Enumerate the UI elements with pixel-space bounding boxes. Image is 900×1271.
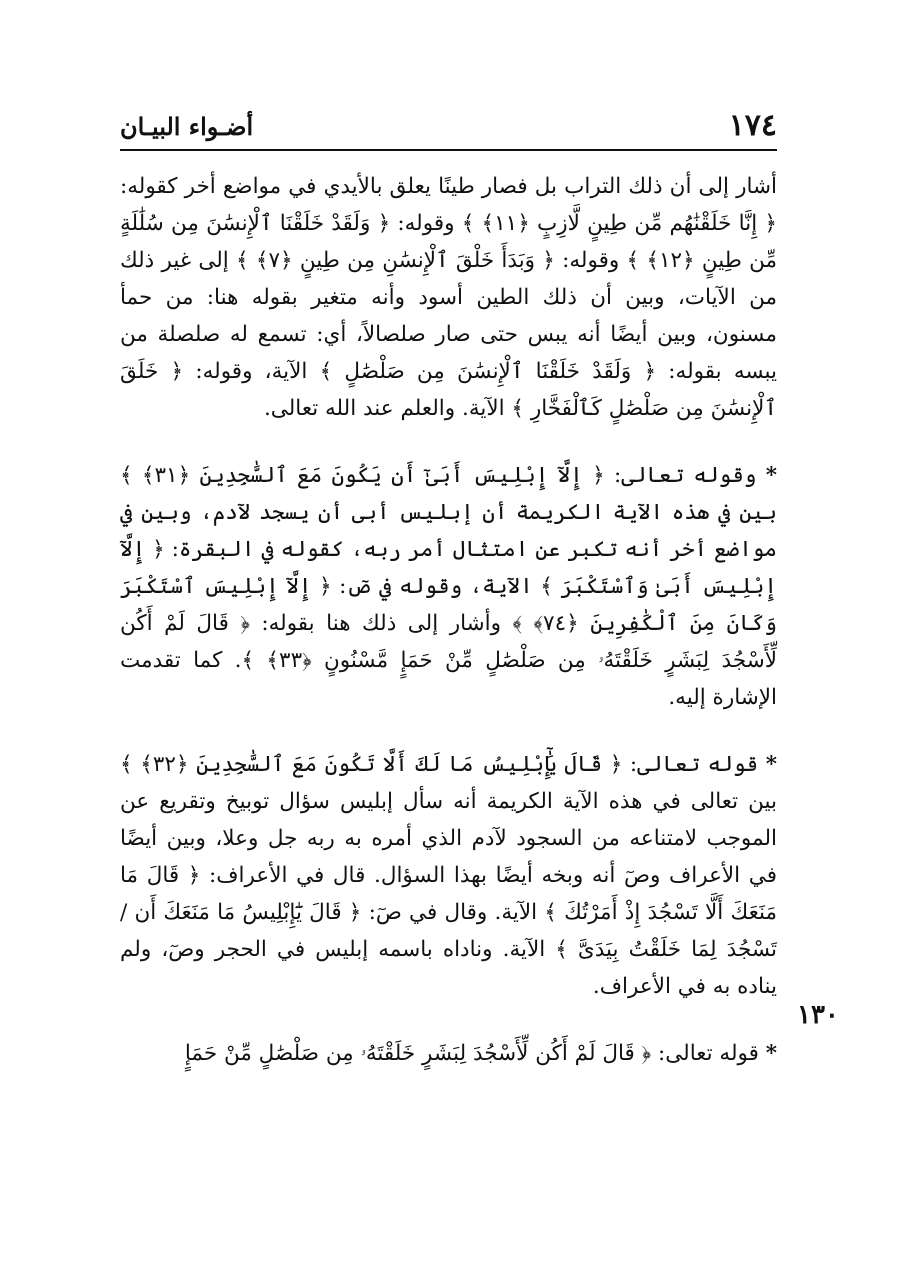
paragraph-3 bbox=[120, 746, 777, 1005]
paragraph-text: وقوله تعالى: ﴿ إِلَّآ إِبْلِيسَ أَبَىٰٓ أَن يَكُونَ مَعَ ٱلسَّٰجِدِينَ ﴿٣١﴾ ﴾ بين في هذه الآية الكريمة أن إبليس أبى أن يسجد لآدم، وبين في مواضع أخر أنه تكبر عن امتثال أمر ربه، كقوله في البقرة: ﴿ إِلَّآ إِبْلِيسَ أَبَىٰ وَٱسْتَكْبَرَ ﴾ الآية، وقوله في صٓ: ﴿ إِلَّآ إِبْلِيسَ ٱسْتَكْبَرَ وَكَانَ مِنَ ٱلْكَٰفِرِينَ ﴿٧٤﴾ ﴾ وأشار إلى ذلك هنا بقوله: ﴿ قَالَ لَمْ أَكُن لِّأَسْجُدَ لِبَشَرٍ خَلَقْتَهُۥ مِن صَلْصَٰلٍ مِّنْ حَمَإٍ مَّسْنُونٍ ﴿٣٣﴾ ﴾. كما تقدمت الإشارة إليه. bbox=[120, 463, 778, 710]
page-number: ١٧٤ bbox=[728, 108, 777, 143]
page-header bbox=[120, 108, 777, 144]
paragraph-text: قوله تعالى: ﴿ قَالَ لَمْ أَكُن لِّأَسْجُدَ لِبَشَرٍ خَلَقْتَهُۥ مِن صَلْصَٰلٍ مِّنْ حَمَإٍ bbox=[184, 1041, 759, 1066]
paragraph-text: أشار إلى أن ذلك التراب بل فصار طينًا يعلق بالأيدي في مواضع أخر كقوله: ﴿ إِنَّا خَلَقْنَٰهُم مِّن طِينٍ لَّازِبٍ ﴿١١﴾ ﴾ وقوله: ﴿ وَلَقَدْ خَلَقْنَا ٱلْإِنسَٰنَ مِن سُلَٰلَةٍ مِّن طِينٍ ﴿١٢﴾ ﴾ وقوله: ﴿ وَبَدَأَ خَلْقَ ٱلْإِنسَٰنِ مِن طِينٍ ﴿٧﴾ ﴾ إلى غير ذلك من الآيات، وبين أن ذلك الطين أسود وأنه متغير بقوله هنا: من حمأ مسنون، وبين أيضًا أنه يبس حتى صار صلصالاً، أي: تسمع له صلصلة من يبسه بقوله: ﴿ وَلَقَدْ خَلَقْنَا ٱلْإِنسَٰنَ مِن صَلْصَٰلٍ ﴾ الآية، وقوله: ﴿ خَلَقَ ٱلْإِنسَٰنَ مِن صَلْصَٰلٍ كَٱلْفَخَّارِ ﴾ الآية. والعلم عند الله تعالى. bbox=[120, 174, 777, 421]
header-divider bbox=[120, 149, 777, 151]
paragraph-star: * bbox=[765, 752, 777, 777]
paragraph-star: * bbox=[765, 1041, 777, 1066]
main-text bbox=[120, 168, 777, 1072]
paragraph-2 bbox=[120, 457, 777, 716]
margin-page-reference: ١٣٠ bbox=[797, 1000, 839, 1030]
paragraph-1 bbox=[120, 168, 777, 427]
paragraph-text: قوله تعالى: ﴿ قَالَ يَٰٓإِبْلِيسُ مَا لَكَ أَلَّا تَكُونَ مَعَ ٱلسَّٰجِدِينَ ﴿٣٢﴾ ﴾ بين تعالى في هذه الآية الكريمة أنه سأل إبليس سؤال توبيخ وتقريع عن الموجب لامتناعه من السجود لآدم الذي أمره به ربه جل وعلا، وبين أيضًا في الأعراف وصٓ أنه وبخه أيضًا بهذا السؤال. قال في الأعراف: ﴿ قَالَ مَا مَنَعَكَ أَلَّا تَسْجُدَ إِذْ أَمَرْتُكَ ﴾ الآية. وقال في صٓ: ﴿ قَالَ يَٰٓإِبْلِيسُ مَا مَنَعَكَ أَن / تَسْجُدَ لِمَا خَلَقْتُ بِيَدَىَّ ﴾ الآية. وناداه باسمه إبليس في الحجر وصٓ، ولم يناده به في الأعراف. bbox=[120, 752, 777, 999]
book-title: أضـواء البيـان bbox=[120, 112, 254, 141]
paragraph-star: * bbox=[765, 463, 778, 488]
paragraph-4 bbox=[120, 1035, 777, 1072]
